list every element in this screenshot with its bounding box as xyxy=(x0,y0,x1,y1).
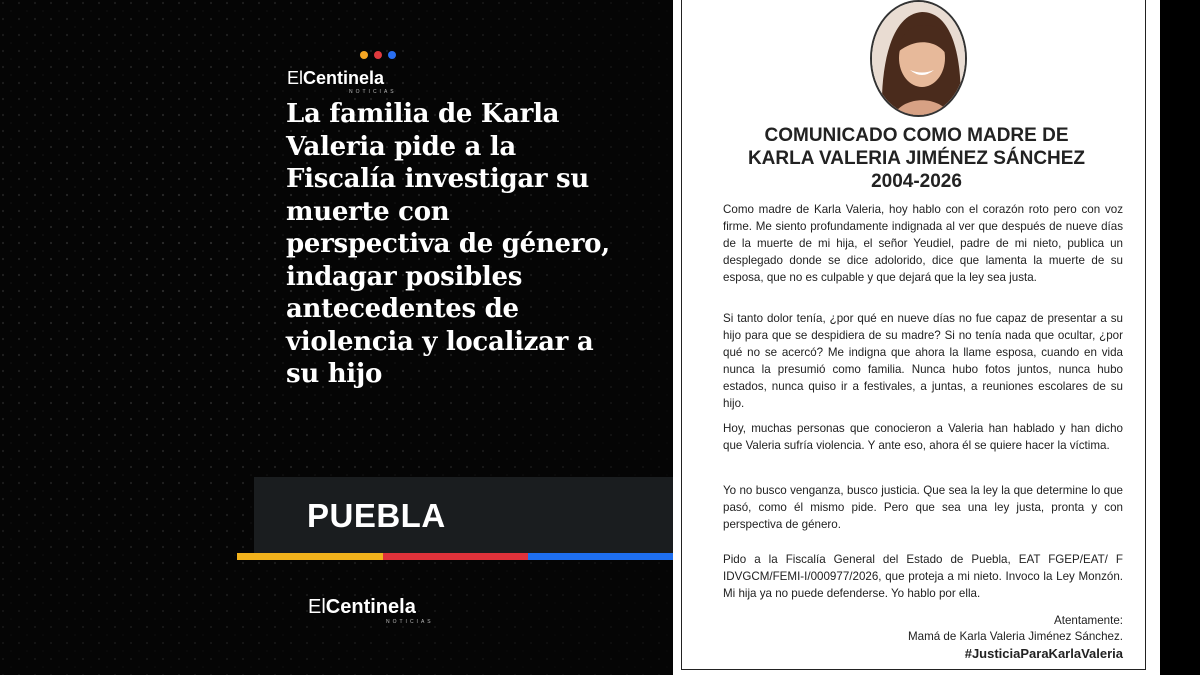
logo-wordmark xyxy=(308,594,416,619)
stripe-yellow xyxy=(237,553,383,560)
paragraph-1: Como madre de Karla Valeria, hoy hablo con el corazón roto pero con voz firme. Me siento profundamente indignada al ver que después de nueve días de la muerte de mi hija, el señor Yeudiel, padre de mi nieto, publica un desplegado donde se dice adolorido, dice que lamenta la muerte de su esposa, que no es culpable y que dejará que la ley sea justa. xyxy=(723,203,1123,284)
portrait-image xyxy=(872,2,967,117)
statement-document xyxy=(673,0,1160,675)
logo-centinela: Centinela xyxy=(325,596,416,618)
paragraph-3: Hoy, muchas personas que conocieron a Valeria han hablado y han dicho que Valeria sufría violencia. Y ante eso, ahora él se quiere hacer la víctima. xyxy=(723,422,1123,452)
logo-wordmark xyxy=(287,68,384,89)
paragraph-4: Yo no busco venganza, busco justicia. Que sea la ley la que determine lo que pasó, como él mismo pide. Pero que sea una ley justa, pronta y con perspectiva de género. xyxy=(723,484,1123,531)
document-title-line-2: KARLA VALERIA JIMÉNEZ SÁNCHEZ xyxy=(747,148,1086,169)
brand-dot-red xyxy=(374,51,382,59)
logo-subtitle: NOTICIAS xyxy=(386,619,434,625)
stripe-red xyxy=(383,553,528,560)
right-black-margin xyxy=(1160,0,1200,675)
hashtag-text: #JusticiaParaKarlaValeria xyxy=(964,646,1123,661)
stripe-blue xyxy=(528,553,673,560)
brand-dot-yellow xyxy=(360,51,368,59)
document-title-line-1: COMUNICADO COMO MADRE DE xyxy=(764,125,1069,146)
portrait-photo xyxy=(870,0,967,117)
logo-el: El xyxy=(287,68,304,88)
brand-dots-icon xyxy=(360,51,396,59)
el-centinela-logo-top xyxy=(287,51,397,96)
location-label: PUEBLA xyxy=(307,497,446,534)
paragraph-5: Pido a la Fiscalía General del Estado de Puebla, EAT FGEP/EAT/ F IDVGCM/FEMI-I/000977/2026, que proteja a mi nieto. Invoco la Ley Monzón. Mi hija ya no puede defenderse. Yo hablo por ella. xyxy=(723,553,1123,600)
document-title-line-3: 2004-2026 xyxy=(871,171,962,192)
el-centinela-logo-bottom xyxy=(308,594,448,630)
logo-centinela: Centinela xyxy=(303,68,385,88)
logo-subtitle: NOTICIAS xyxy=(349,89,397,95)
paragraph-2: Si tanto dolor tenía, ¿por qué en nueve días no fue capaz de presentar a su hijo para que se despidiera de su madre? Si no tenía nada que ocultar, ¿por qué no se acercó? Me indigna que ahora la llame esposa, cuando en vida nunca la presumió como familia. Nunca hubo fotos juntos, nunca hubo estados, nunca quiso ir a festivales, a juntas, a reuniones escolares de su hijo. xyxy=(723,312,1123,410)
signature-text: Mamá de Karla Valeria Jiménez Sánchez. xyxy=(907,630,1123,643)
headline: La familia de Karla Valeria pide a la Fiscalía investigar su muerte con perspectiva de género, indagar posibles antecedentes de violencia y localizar a su hijo xyxy=(286,99,610,389)
logo-el: El xyxy=(308,596,326,618)
closing-text: Atentamente: xyxy=(1054,614,1123,627)
brand-dot-blue xyxy=(388,51,396,59)
